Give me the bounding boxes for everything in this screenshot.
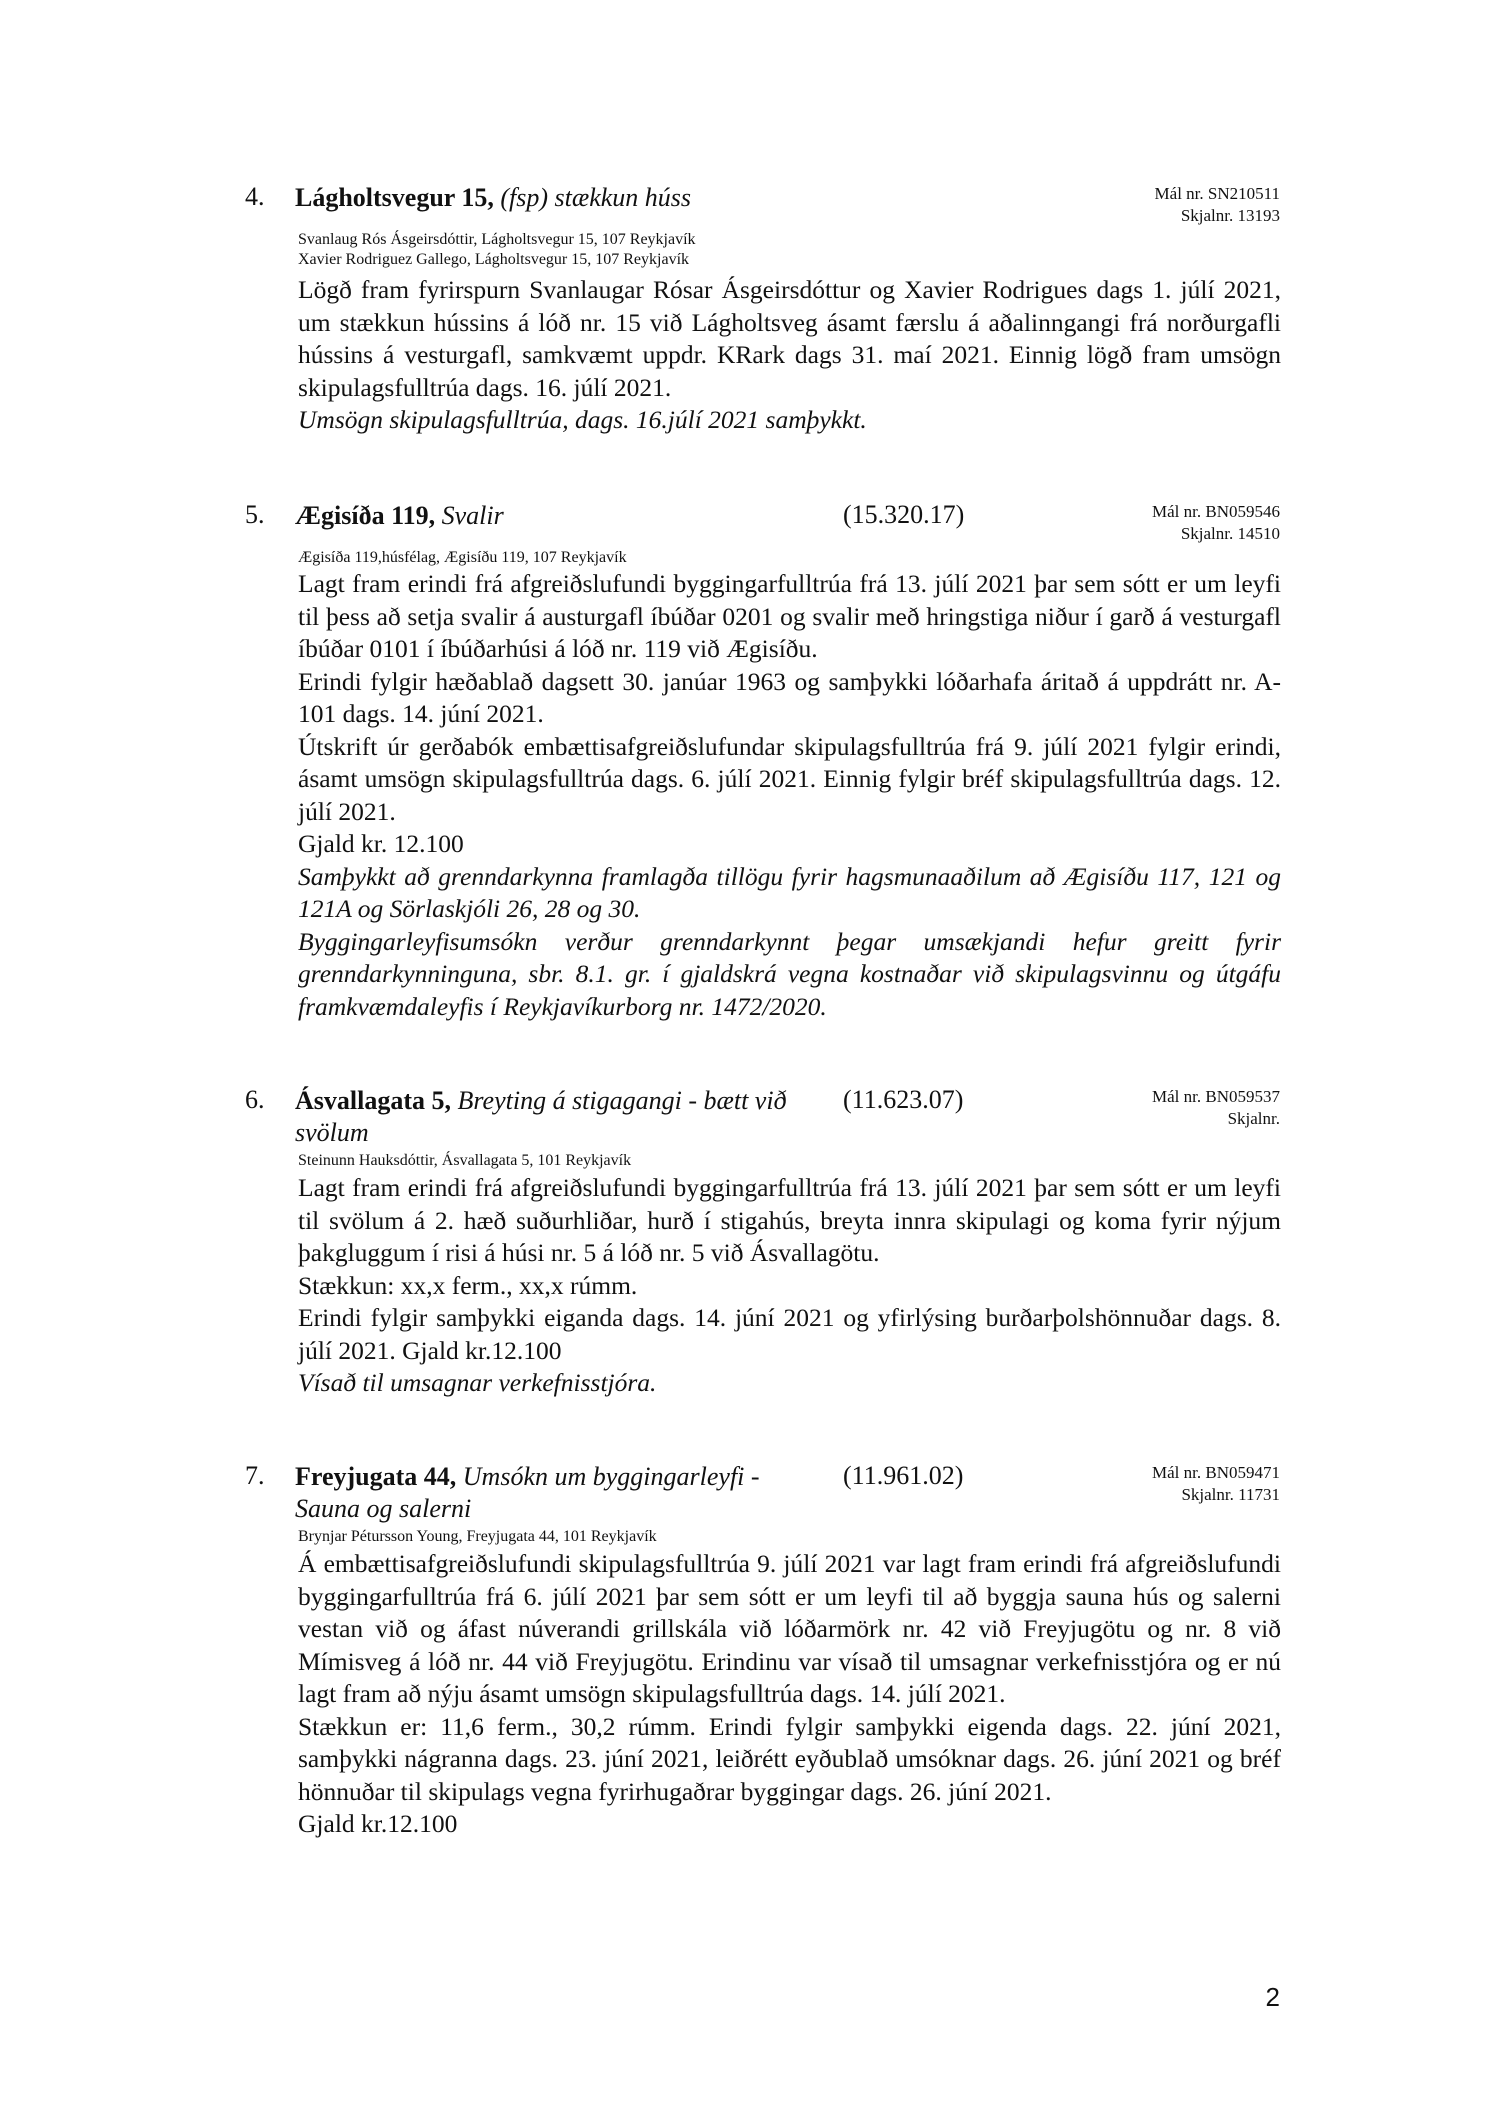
- item-title: [295, 182, 815, 214]
- item-subject: Svalir: [441, 501, 504, 530]
- case-number: Mál nr. BN059471: [1152, 1463, 1280, 1482]
- paragraph: Lagt fram erindi frá afgreiðslufundi byggingarfulltrúa frá 13. júlí 2021 þar sem sótt er um leyfi til svölum á 2. hæð suðurhliðar, hurð í stigahús, breyta innra skipulagi og koma fyrir nýjum þakgluggum í risi á húsi nr. 5 á lóð nr. 5 við Ásvallagötu.: [298, 1173, 1281, 1267]
- item-reference: [1020, 183, 1280, 227]
- archive-number: Skjalnr.: [1227, 1109, 1280, 1128]
- conclusion: Umsögn skipulagsfulltrúa, dags. 16.júlí 2021 samþykkt.: [298, 405, 867, 434]
- applicant: Xavier Rodriguez Gallego, Lágholtsvegur 15, 107 Reykjavík: [298, 251, 690, 268]
- paragraph: Stækkun er: 11,6 ferm., 30,2 rúmm. Erindi fylgir samþykki eigenda dags. 22. júní 2021, samþykki nágranna dags. 23. júní 2021, leiðrétt eyðublað umsóknar dags. 26. júní 2021 og bréf hönnuðar til skipulags vegna fyrirhugaðrar byggingar dags. 26. júní 2021.: [298, 1711, 1281, 1806]
- item-title: [295, 1461, 815, 1525]
- applicant: Ægisíða 119,húsfélag, Ægisíðu 119, 107 Reykjavík: [298, 549, 627, 566]
- item-number: 6.: [245, 1085, 265, 1114]
- applicants: [298, 230, 696, 270]
- item-subject: Breyting á stigagangi - bætt við svölum: [295, 1086, 787, 1147]
- item-body: [298, 568, 1281, 1023]
- item-body: [298, 1172, 1281, 1400]
- item-number: 7.: [245, 1461, 265, 1490]
- paragraph: Erindi fylgir samþykki eiganda dags. 14. júní 2021 og yfirlýsing burðarþolshönnuðar dags. 8. júlí 2021. Gjald kr.12.100: [298, 1303, 1281, 1365]
- lot-number: (11.623.07): [843, 1085, 964, 1114]
- case-number: Mál nr. BN059537: [1152, 1087, 1280, 1106]
- item-reference: [1020, 501, 1280, 545]
- paragraph: Gjald kr. 12.100: [298, 829, 464, 858]
- paragraph: Stækkun: xx,x ferm., xx,x rúmm.: [298, 1270, 638, 1300]
- paragraph: Lagt fram erindi frá afgreiðslufundi byggingarfulltrúa frá 13. júlí 2021 þar sem sótt er um leyfi til þess að setja svalir á austurgafl íbúðar 0201 og svalir með hringstiga niður í garð á vesturgafl íbúðar 0101 í íbúðarhúsi á lóð nr. 119 við Ægisíðu.: [298, 569, 1281, 663]
- item-subject: (fsp) stækkun húss: [500, 183, 692, 212]
- archive-number: Skjalnr. 13193: [1180, 206, 1280, 225]
- archive-number: Skjalnr. 14510: [1180, 524, 1280, 543]
- item-reference: [1020, 1086, 1280, 1130]
- item-number: 5.: [245, 500, 265, 529]
- conclusion: Samþykkt að grenndarkynna framlagða tillögu fyrir hagsmunaaðilum að Ægisíðu 117, 121 og 121A og Sörlaskjóli 26, 28 og 30.: [298, 861, 1281, 923]
- paragraph: Erindi fylgir hæðablað dagsett 30. janúar 1963 og samþykki lóðarhafa áritað á uppdrátt nr. A-101 dags. 14. júní 2021.: [298, 666, 1281, 728]
- item-address: Ásvallagata 5,: [295, 1086, 451, 1115]
- item-subject: Umsókn um byggingarleyfi - Sauna og salerni: [295, 1462, 760, 1523]
- paragraph: Lögð fram fyrirspurn Svanlaugar Rósar Ásgeirsdóttur og Xavier Rodrigues dags 1. júlí 2021, um stækkun hússins á lóð nr. 15 við Lágholtsveg ásamt færslu á aðalinngangi frá norðurgafli hússins á vesturgafl, samkvæmt uppdr. KRark dags 31. maí 2021. Einnig lögð fram umsögn skipulagsfulltrúa dags. 16. júlí 2021.: [298, 275, 1281, 402]
- item-body: [298, 1548, 1281, 1841]
- case-number: Mál nr. BN059546: [1152, 502, 1280, 521]
- item-title: [295, 1085, 805, 1149]
- lot-number: (15.320.17): [843, 500, 965, 529]
- item-address: Freyjugata 44,: [295, 1462, 457, 1491]
- paragraph: Á embættisafgreiðslufundi skipulagsfulltrúa 9. júlí 2021 var lagt fram erindi frá afgreiðslufundi byggingarfulltrúa frá 6. júlí 2021 þar sem sótt er um leyfi til að byggja sauna hús og salerni vestan við og áfast núverandi grillskála við lóðarmörk nr. 42 við Freyjugötu og nr. 8 við Mímisveg á lóð nr. 44 við Freyjugötu. Erindinu var vísað til umsagnar verkefnisstjóra og er nú lagt fram að nýju ásamt umsögn skipulagsfulltrúa dags. 14. júlí 2021.: [298, 1549, 1281, 1708]
- item-reference: [1020, 1462, 1280, 1506]
- item-address: Lágholtsvegur 15,: [295, 183, 494, 212]
- applicants: [298, 1151, 631, 1171]
- paragraph: Gjald kr.12.100: [298, 1809, 458, 1838]
- lot-number: (11.961.02): [843, 1461, 964, 1490]
- conclusion: Byggingarleyfisumsókn verður grenndarkynnt þegar umsækjandi hefur greitt fyrir grenndarkynninguna, sbr. 8.1. gr. í gjaldskrá vegna kostnaðar við skipulagsvinnu og útgáfu framkvæmdaleyfis í Reykjavíkurborg nr. 1472/2020.: [298, 926, 1281, 1021]
- applicants: [298, 548, 627, 568]
- archive-number: Skjalnr. 11731: [1181, 1485, 1280, 1504]
- item-number: 4.: [245, 182, 265, 211]
- applicant: Steinunn Hauksdóttir, Ásvallagata 5, 101 Reykjavík: [298, 1152, 632, 1169]
- case-number: Mál nr. SN210511: [1154, 184, 1280, 203]
- applicant: Brynjar Pétursson Young, Freyjugata 44, 101 Reykjavík: [298, 1528, 657, 1545]
- item-body: [298, 274, 1281, 437]
- applicants: [298, 1527, 657, 1547]
- paragraph: Útskrift úr gerðabók embættisafgreiðslufundar skipulagsfulltrúa frá 9. júlí 2021 fylgir erindi, ásamt umsögn skipulagsfulltrúa dags. 6. júlí 2021. Einnig fylgir bréf skipulagsfulltrúa dags. 12. júlí 2021.: [298, 731, 1281, 826]
- applicant: Svanlaug Rós Ásgeirsdóttir, Lágholtsvegur 15, 107 Reykjavík: [298, 231, 696, 248]
- conclusion: Vísað til umsagnar verkefnisstjóra.: [298, 1368, 657, 1397]
- page-number: 2: [1265, 1982, 1280, 2012]
- item-address: Ægisíða 119,: [295, 501, 436, 530]
- item-title: [295, 500, 815, 532]
